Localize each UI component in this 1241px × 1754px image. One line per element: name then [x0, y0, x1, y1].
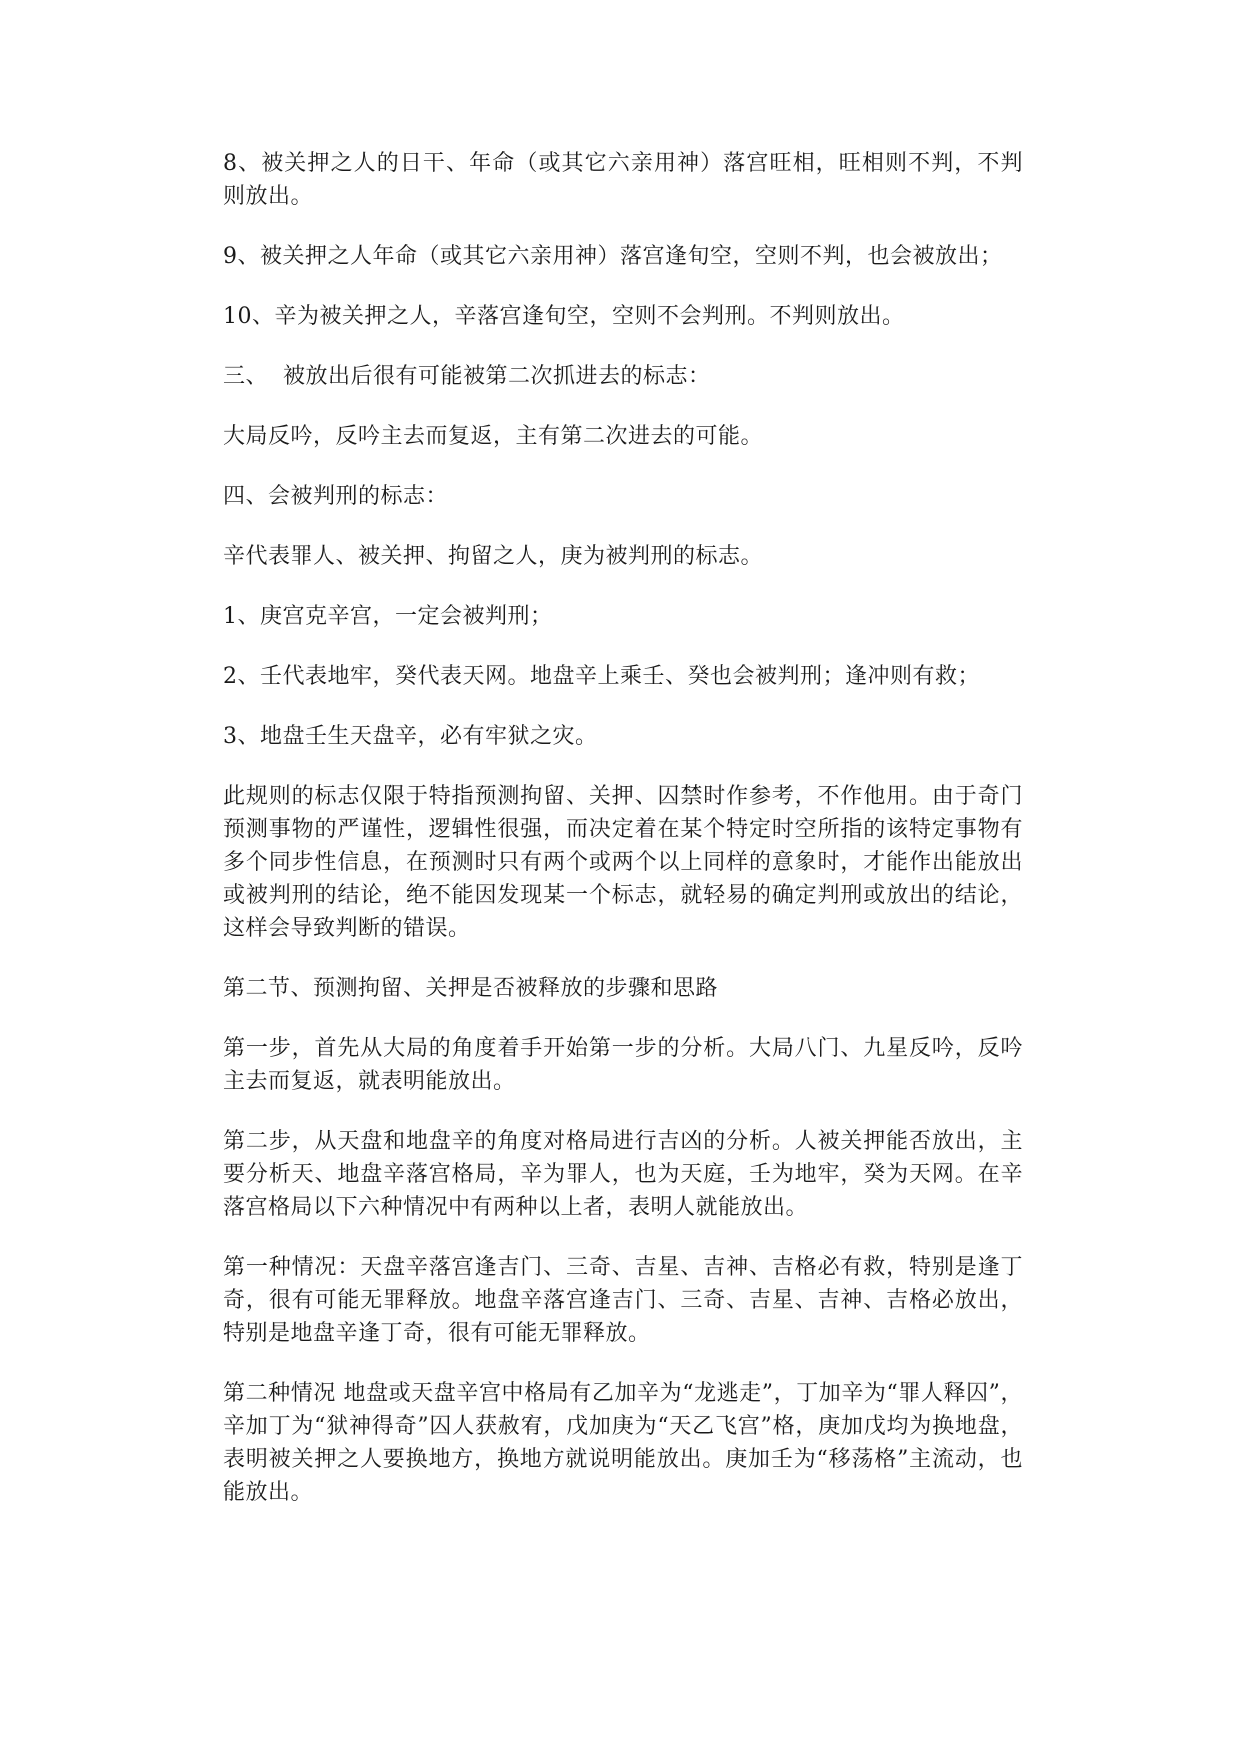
- disclaimer-paragraph: 此规则的标志仅限于特指预测拘留、关押、囚禁时作参考，不作他用。由于奇门预测事物的严谨性，逻辑性很强，而决定着在某个特定时空所指的该特定事物有多个同步性信息，在预测时只有两个或两个以上同样的意象时，才能作出能放出或被判刑的结论，绝不能因发现某一个标志，就轻易的确定判刑或放出的结论，这样会导致判断的错误。: [223, 784, 1023, 941]
- rule-10-paragraph: 10、辛为被关押之人，辛落宫逢旬空，空则不会判刑。不判则放出。: [223, 304, 905, 329]
- sentence-rule-3: 3、地盘壬生天盘辛，必有牢狱之灾。: [223, 724, 598, 749]
- section-3-body: 大局反吟，反吟主去而复返，主有第二次进去的可能。: [223, 424, 764, 449]
- section-3-heading: 三、 被放出后很有可能被第二次抓进去的标志：: [223, 364, 711, 389]
- step-1-paragraph: 第一步，首先从大局的角度着手开始第一步的分析。大局八门、九星反吟，反吟主去而复返，就表明能放出。: [223, 1036, 1023, 1094]
- section-4-heading: 四、会被判刑的标志：: [223, 484, 449, 509]
- case-1-paragraph: 第一种情况：天盘辛落宫逢吉门、三奇、吉星、吉神、吉格必有救，特别是逢丁奇，很有可能无罪释放。地盘辛落宫逢吉门、三奇、吉星、吉神、吉格必放出，特别是地盘辛逢丁奇，很有可能无罪释放。: [223, 1255, 1023, 1346]
- rule-9-paragraph: 9、被关押之人年命（或其它六亲用神）落宫逢旬空，空则不判，也会被放出；: [223, 244, 1003, 269]
- case-2-paragraph: 第二种情况 地盘或天盘辛宫中格局有乙加辛为“龙逃走”，丁加辛为“罪人释囚”，辛加丁为“狱神得奇”囚人获赦宥，戊加庚为“天乙飞宫”格，庚加戊均为换地盘，表明被关押之人要换地方，换地方就说明能放出。庚加壬为“移荡格”主流动，也能放出。: [223, 1381, 1023, 1505]
- step-2-paragraph: 第二步，从天盘和地盘辛的角度对格局进行吉凶的分析。人被关押能否放出，主要分析天、地盘辛落宫格局，辛为罪人，也为天庭，壬为地牢，癸为天网。在辛落宫格局以下六种情况中有两种以上者，表明人就能放出。: [223, 1129, 1023, 1220]
- sentence-rule-1: 1、庚宫克辛宫，一定会被判刑；: [223, 604, 553, 629]
- section-4-intro: 辛代表罪人、被关押、拘留之人，庚为被判刑的标志。: [223, 544, 764, 569]
- document-page: [223, 147, 1023, 1536]
- sentence-rule-2: 2、壬代表地牢，癸代表天网。地盘辛上乘壬、癸也会被判刑；逢冲则有救；: [223, 664, 980, 689]
- rule-8-paragraph: 8、被关押之人的日干、年命（或其它六亲用神）落宫旺相，旺相则不判，不判则放出。: [223, 151, 1023, 209]
- section-2-title: 第二节、预测拘留、关押是否被释放的步骤和思路: [223, 976, 719, 1001]
